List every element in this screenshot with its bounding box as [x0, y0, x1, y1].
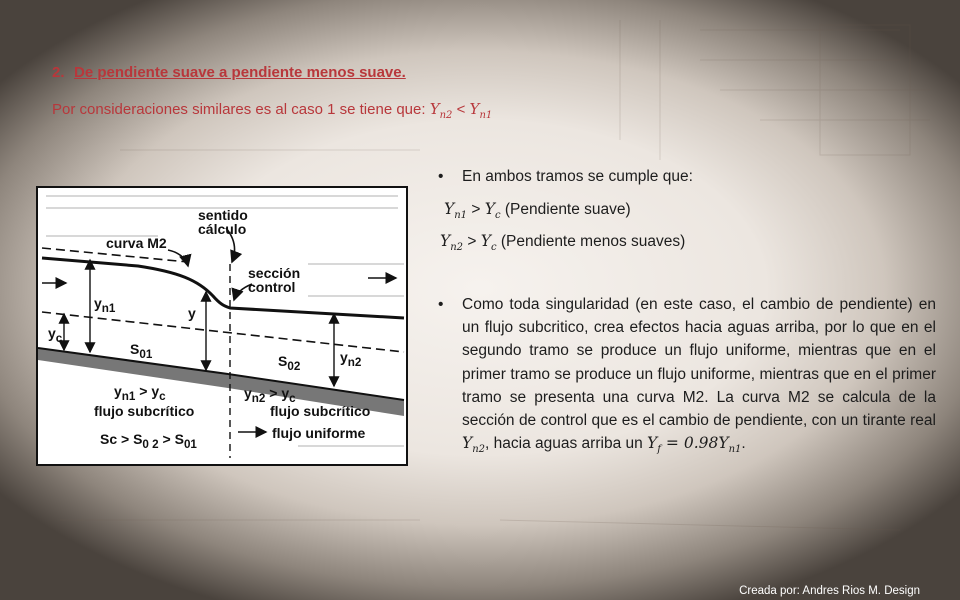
label-calculo: cálculo [198, 221, 247, 237]
bullet-1 [440, 168, 936, 186]
label-flujo-subcritico-right: flujo subcrítico [270, 403, 371, 419]
label-flujo-uniforme: flujo uniforme [272, 425, 366, 441]
label-yn2: $y_{n2}$ [340, 349, 362, 369]
label-cond-left: $y_{n1} > y_c$ [114, 383, 166, 403]
section-heading: De pendiente suave a pendiente menos suave. [74, 64, 406, 81]
label-s02: $S_{02}$ [278, 353, 301, 373]
critical-depth-line [42, 312, 404, 352]
label-flujo-subcritico-left: flujo subcrítico [94, 403, 195, 419]
bullet-dot: • [438, 168, 444, 185]
label-seccion: sección [248, 265, 301, 281]
credit-footer: Creada por: Andres Rios M. Design [739, 585, 920, 597]
label-yn1: $y_{n1}$ [94, 295, 116, 315]
intro-var-right: $Y_{n1}$ [469, 100, 493, 121]
intro-var-left: $Y_{n2}$ [429, 100, 453, 121]
heading-number: 2. [52, 64, 65, 81]
label-curva-m2: curva M2 [106, 235, 167, 251]
bullet-dot: • [438, 296, 444, 313]
label-s01: $S_{01}$ [130, 341, 153, 361]
condition-2-note: (Pendiente menos suaves) [500, 233, 686, 250]
bullet-1-text: En ambos tramos se cumple que: [462, 168, 693, 185]
condition-2: $Y_{n2} > Y_c$ (Pendiente menos suaves) [440, 232, 686, 254]
intro-text [52, 100, 492, 121]
label-cond-right: $y_{n2} > y_c$ [244, 385, 296, 405]
label-sc: $Sc > S_{0 2} > S_{01}$ [100, 431, 197, 451]
bullet-2 [440, 293, 936, 462]
label-control: control [248, 279, 296, 295]
channel-diagram [36, 186, 408, 466]
intro-operator: < [456, 101, 466, 118]
condition-1-note: (Pendiente suave) [504, 201, 631, 218]
label-yc: $y_c$ [48, 325, 63, 345]
bullet-2-text: Como toda singularidad (en este caso, el cambio de pendiente) en un flujo subcritico, crea efectos hacia aguas arriba, por lo que en el segundo tramo se produce un flujo uniforme, mientras que en el primer tramo se produce un flujo uniforme, mientras que en el primer tramo se presenta una curva M2. La curva M2 se calcula de la sección de control que es el cambio de pendiente, con un tirante real $Y_{n2}$, hacia aguas arriba un $Y_f = 0.98Y_{n1}$. [462, 296, 936, 456]
intro-sentence: Por consideraciones similares es al caso 1 se tiene que: [52, 101, 426, 118]
condition-1: $Y_{n1} > Y_c$ (Pendiente suave) [444, 200, 631, 222]
label-y: y [188, 305, 196, 321]
label-sentido: sentido [198, 207, 248, 223]
